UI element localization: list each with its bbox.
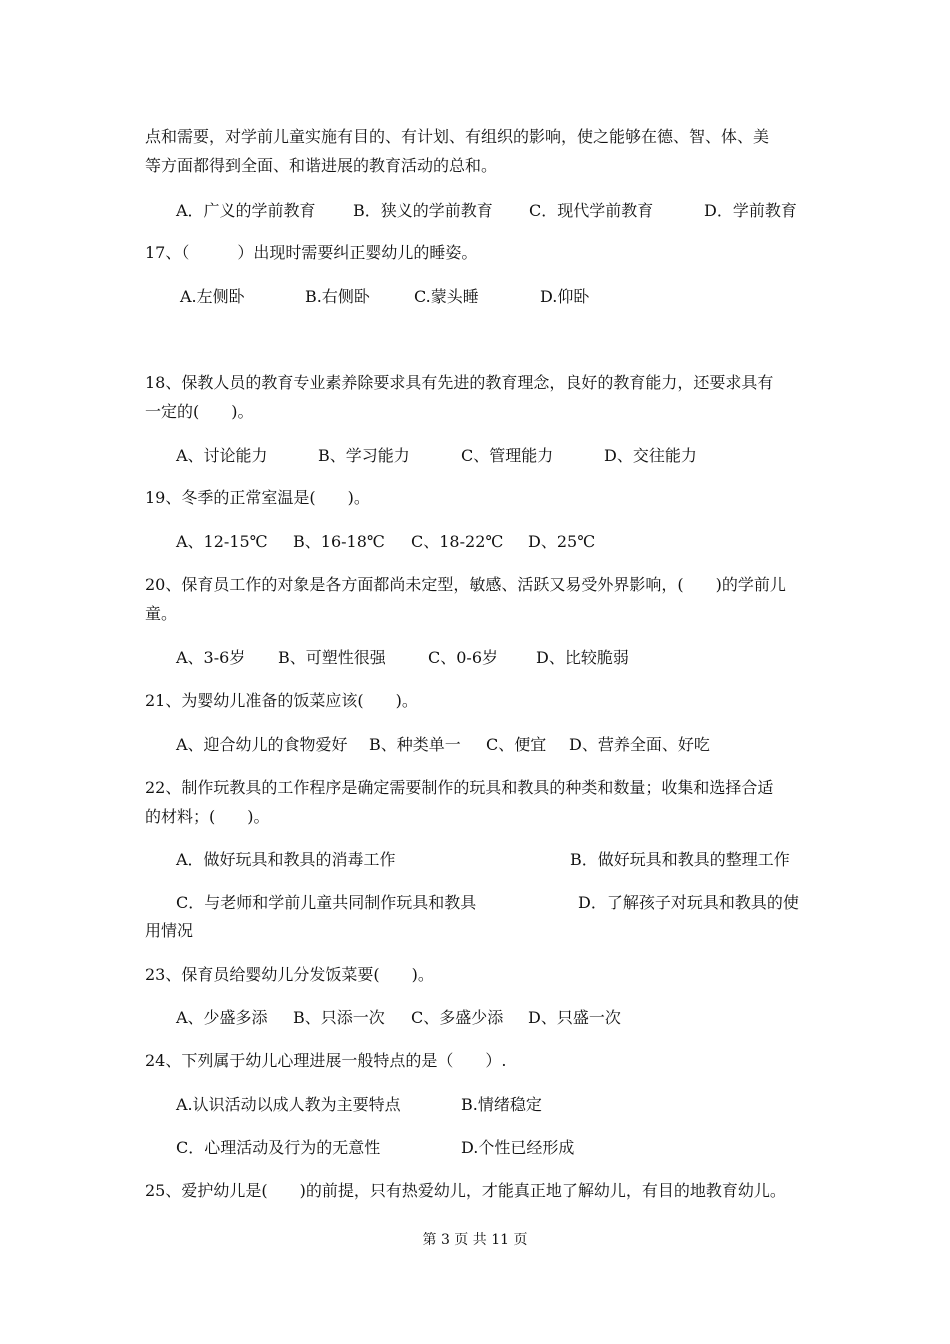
question-20-option-b: B、可塑性很强: [278, 648, 386, 667]
question-20-text-line-2: 童。: [145, 604, 178, 623]
question-24-option-d: D.个性已经形成: [461, 1138, 575, 1157]
question-19-option-d: D、25℃: [528, 532, 596, 551]
question-24-option-c: C．心理活动及行为的无意性: [176, 1138, 381, 1157]
question-18-text-line-1: 18、保教人员的教育专业素养除要求具有先进的教育理念，良好的教育能力，还要求具有: [145, 373, 774, 392]
question-16-option-a: A．广义的学前教育: [176, 201, 316, 220]
question-16-option-b: B．狭义的学前教育: [353, 201, 493, 220]
question-24-option-b: B.情绪稳定: [461, 1095, 542, 1114]
question-16-text-line-2: 等方面都得到全面、和谐进展的教育活动的总和。: [145, 156, 498, 175]
question-23-option-c: C、多盛少添: [411, 1008, 504, 1027]
question-18-option-d: D、交往能力: [604, 446, 697, 465]
question-21-text: 21、为婴幼儿准备的饭菜应该( )。: [145, 691, 418, 710]
question-21-option-d: D、营养全面、好吃: [569, 735, 710, 754]
question-25-text: 25、爱护幼儿是( )的前提，只有热爱幼儿，才能真正地了解幼儿，有目的地教育幼儿。: [145, 1181, 786, 1200]
question-24-text: 24、下列属于幼儿心理进展一般特点的是（ ）.: [145, 1051, 507, 1070]
question-24-option-a: A.认识活动以成人教为主要特点: [176, 1095, 401, 1114]
question-19-text: 19、冬季的正常室温是( )。: [145, 488, 370, 507]
question-17-text: 17、（ ）出现时需要纠正婴幼儿的睡姿。: [145, 243, 478, 262]
question-17-option-b: B.右侧卧: [305, 287, 370, 306]
question-21-option-b: B、种类单一: [369, 735, 461, 754]
question-22-text-line-1: 22、制作玩教具的工作程序是确定需要制作的玩具和教具的种类和数量；收集和选择合适: [145, 778, 774, 797]
question-17-option-d: D.仰卧: [540, 287, 590, 306]
question-22-option-b: B．做好玩具和教具的整理工作: [570, 850, 790, 869]
question-16-option-d: D．学前教育: [704, 201, 797, 220]
question-21-option-a: A、迎合幼儿的食物爱好: [176, 735, 348, 754]
question-18-option-c: C、管理能力: [461, 446, 554, 465]
question-23-option-d: D、只盛一次: [528, 1008, 621, 1027]
question-23-option-b: B、只添一次: [293, 1008, 385, 1027]
question-22-option-c: C．与老师和学前儿童共同制作玩具和教具: [176, 893, 477, 912]
question-17-option-a: A.左侧卧: [180, 287, 245, 306]
question-17-option-c: C.蒙头睡: [414, 287, 479, 306]
question-22-option-d-continued: 用情况: [145, 921, 194, 940]
question-16-text-line-1: 点和需要，对学前儿童实施有目的、有计划、有组织的影响，使之能够在德、智、体、美: [145, 127, 770, 146]
question-18-option-b: B、学习能力: [318, 446, 410, 465]
question-20-option-c: C、0-6岁: [428, 648, 499, 667]
question-19-option-c: C、18-22℃: [411, 532, 504, 551]
question-16-option-c: C．现代学前教育: [529, 201, 654, 220]
question-18-option-a: A、讨论能力: [176, 446, 268, 465]
question-19-option-a: A、12-15℃: [176, 532, 268, 551]
question-22-option-d: D．了解孩子对玩具和教具的使: [578, 893, 799, 912]
question-18-text-line-2: 一定的( )。: [145, 402, 254, 421]
question-21-option-c: C、便宜: [486, 735, 547, 754]
question-20-option-d: D、比较脆弱: [536, 648, 629, 667]
question-23-text: 23、保育员给婴幼儿分发饭菜要( )。: [145, 965, 434, 984]
question-19-option-b: B、16-18℃: [293, 532, 385, 551]
question-22-option-a: A．做好玩具和教具的消毒工作: [176, 850, 396, 869]
question-20-option-a: A、3-6岁: [176, 648, 246, 667]
question-23-option-a: A、少盛多添: [176, 1008, 268, 1027]
question-20-text-line-1: 20、保育员工作的对象是各方面都尚未定型，敏感、活跃又易受外界影响，( )的学前儿: [145, 575, 786, 594]
page-footer: 第 3 页 共 11 页: [422, 1232, 528, 1248]
question-22-text-line-2: 的材料；( )。: [145, 807, 270, 826]
